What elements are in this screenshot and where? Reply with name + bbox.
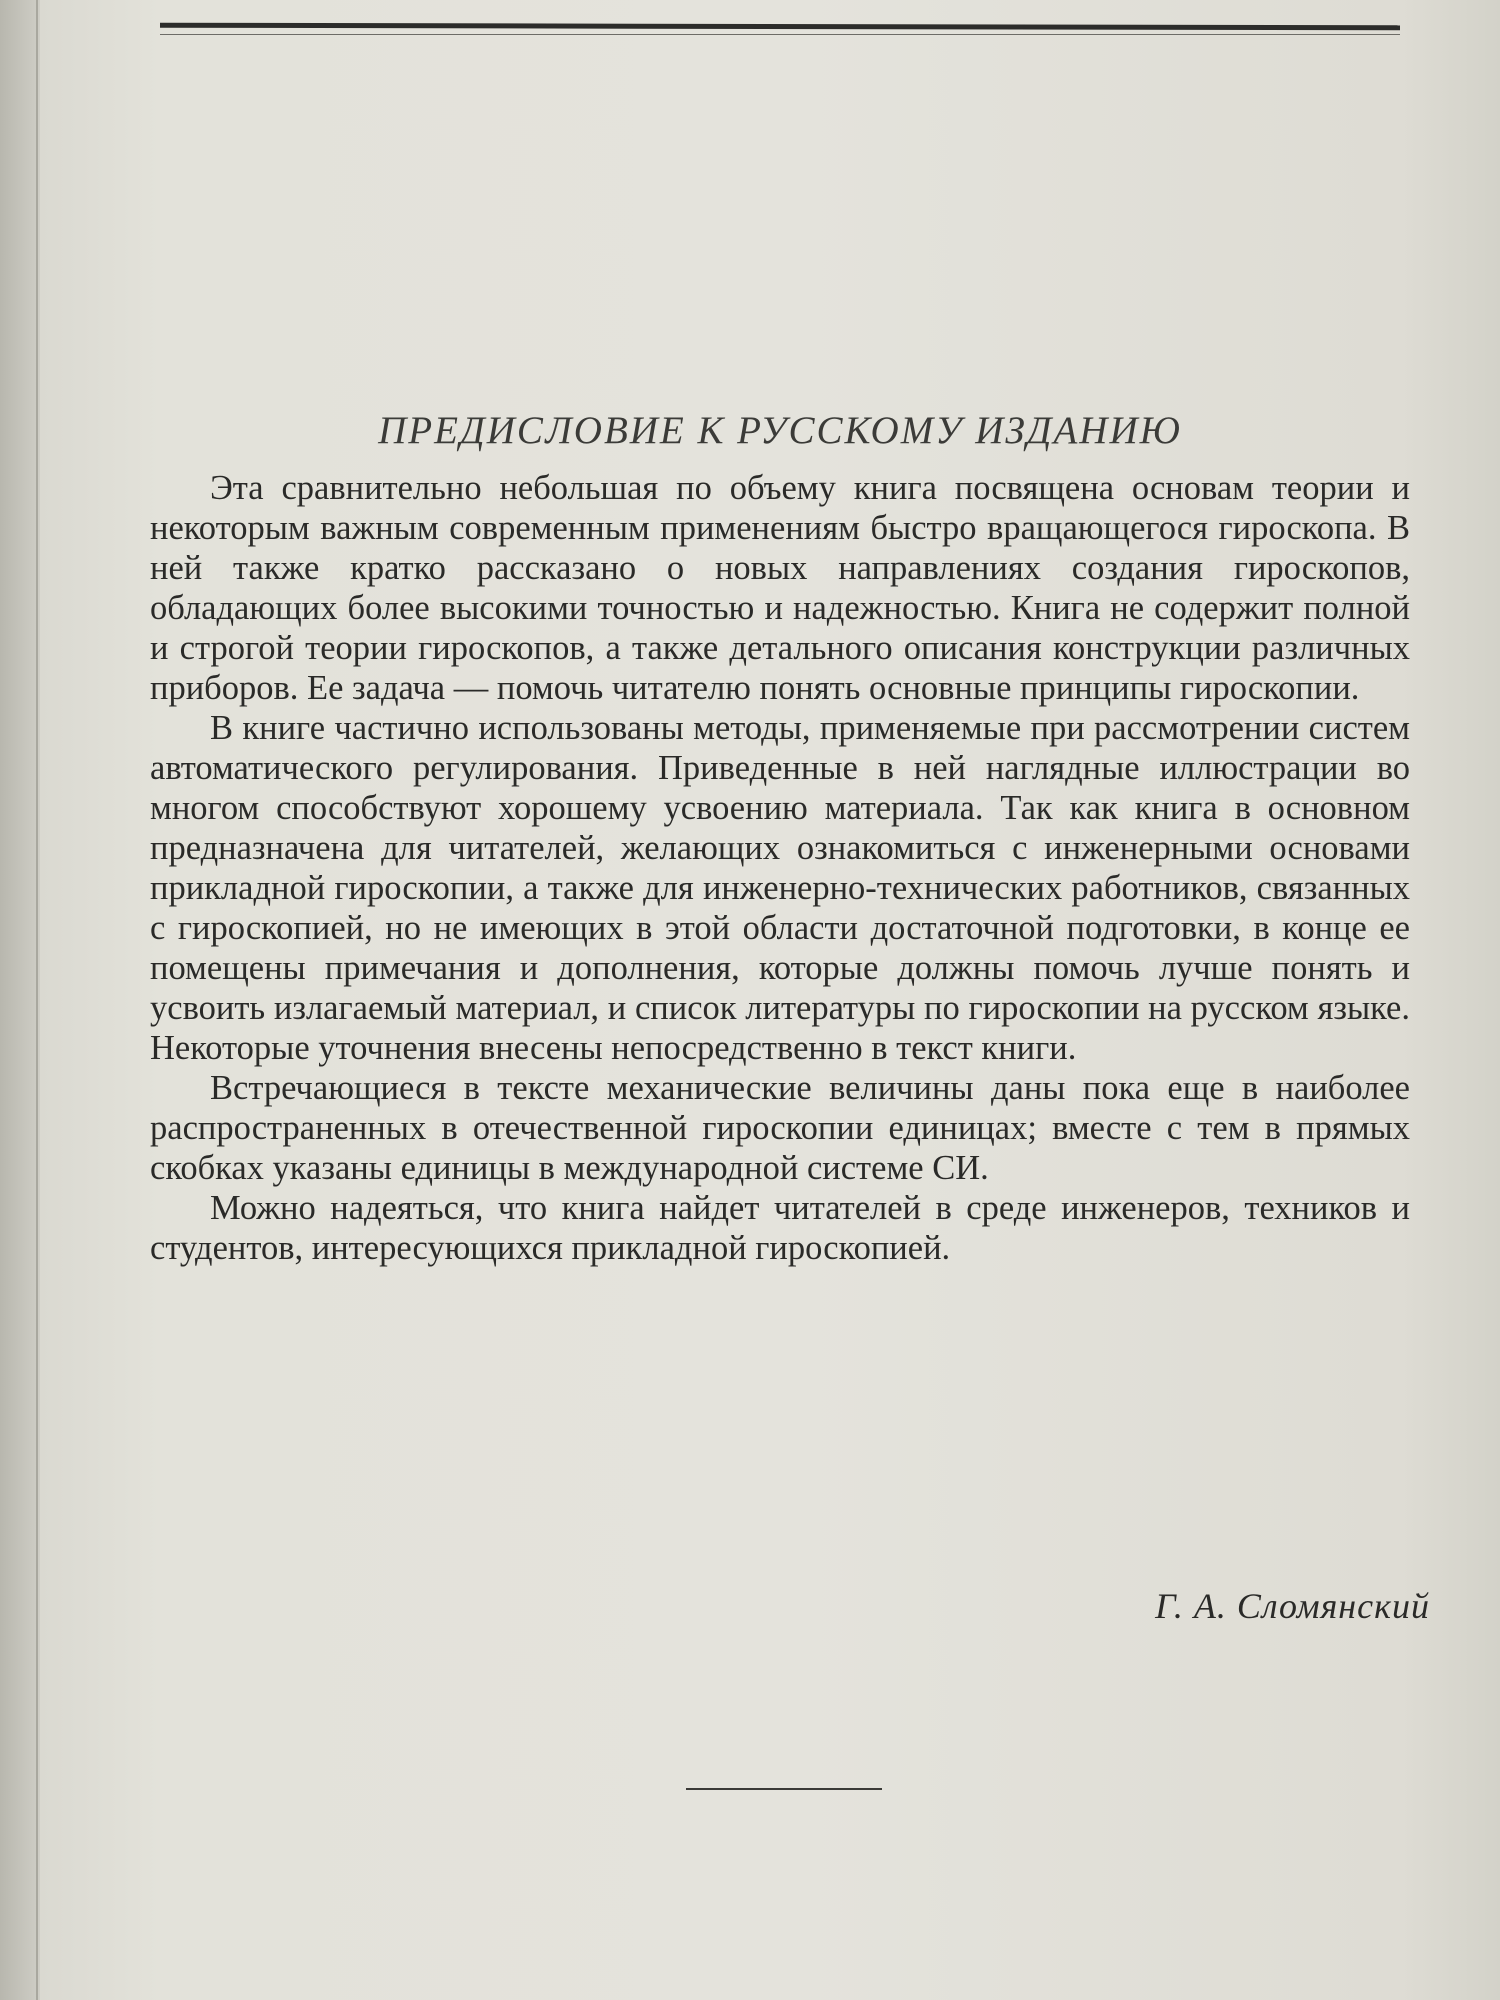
page-title: ПРЕДИСЛОВИЕ К РУССКОМУ ИЗДАНИЮ [378,409,1182,452]
book-spine-shadow [0,0,40,2000]
preface-body [150,468,1410,1268]
paragraph-4: Можно надеяться, что книга найдет читателей в среде инженеров, техников и студентов, интересующихся прикладной гироскопией. [150,1189,1410,1267]
paragraph-1: Эта сравнительно небольшая по объему книга посвящена основам теории и некоторым важным современным применениям быстро вращающегося гироскопа. В ней также кратко рассказано о новых направлениях создания гироскопов, обладающих более высокими точностью и надежностью. Книга не содержит полной и строгой теории гироскопов, а также детального описания конструкции различных приборов. Ее задача — помочь читателю понять основные принципы гироскопии. [150,469,1410,707]
bottom-rule [686,1788,882,1790]
paragraph-2: В книге частично использованы методы, применяемые при рассмотрении систем автоматического регулирования. Приведенные в ней наглядные иллюстрации во многом способствуют хорошему усвоению материала. Так как книга в основном предназначена для читателей, желающих ознакомиться с инженерными основами прикладной гироскопии, а также для инженерно-технических работников, связанных с гироскопией, но не имеющих в этой области достаточной подготовки, в конце ее помещены примечания и дополнения, которые должны помочь лучше понять и усвоить излагаемый материал, и список литературы по гироскопии на русском языке. Некоторые уточнения внесены непосредственно в текст книги. [150,709,1410,1067]
spine-edge-line [36,0,38,2000]
paragraph-3: Встречающиеся в тексте механические величины даны пока еще в наиболее распространенных в отечественной гироскопии единицах; вместе с тем в прямых скобках указаны единицы в международной системе СИ. [150,1069,1410,1187]
author-signature: Г. А. Сломянский [1155,1586,1430,1626]
top-rule-thin [160,34,1400,35]
top-rule [160,23,1400,31]
